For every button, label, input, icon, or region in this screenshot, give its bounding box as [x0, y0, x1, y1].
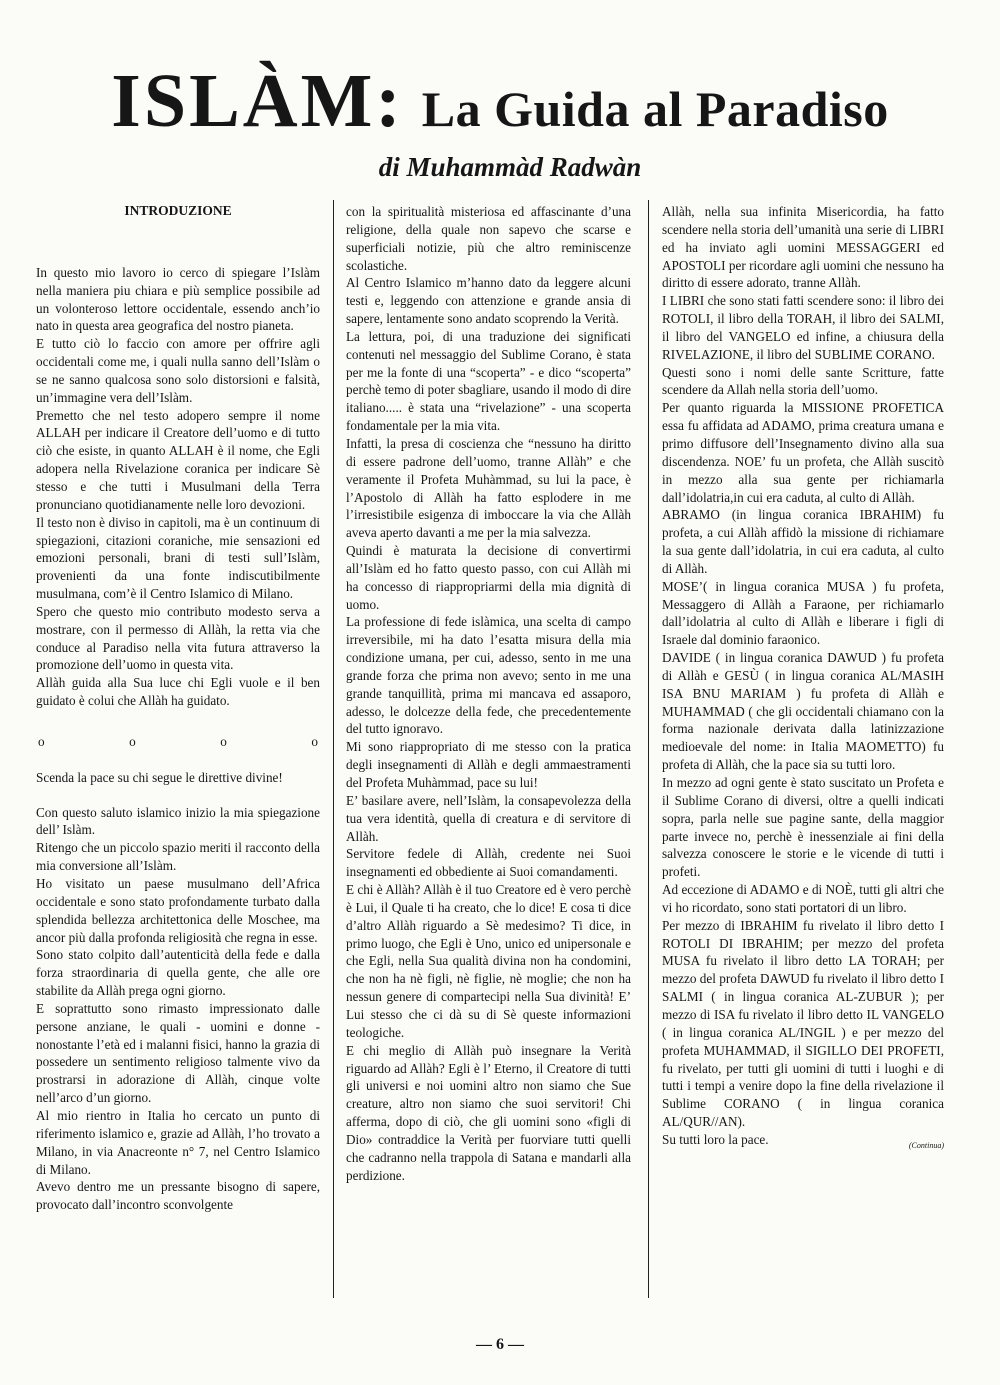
paragraph: Avevo dentro me un pressante bisogno di sapere, provocato dall’incontro sconvolgente [36, 1179, 320, 1213]
paragraph: E chi meglio di Allàh può insegnare la Verità riguardo ad Allàh? Egli è l’ Eterno, il Creatore di tutti gli universi e noi uomini altro non siamo che Sue creature, altro non siamo che suoi servitori! Chi afferma, dopo di ciò, che gli uomini sono «figli di Dio» contraddice la Verità per fuorviare tutti quelli che cadranno nella trappola di Satana e mandarli alla perdizione. [346, 1042, 631, 1183]
paragraph: E’ basilare avere, nell’Islàm, la consapevolezza della tua vera identità, quella di creatura e di servitore di Allàh. [346, 792, 631, 844]
section-heading: INTRODUZIONE [124, 203, 232, 218]
paragraph: E chi è Allàh? Allàh è il tuo Creatore ed è vero perchè è Lui, il Quale ti ha creato, che lo dice! E cosa ti dice d’altro Allàh riguardo a Sè medesimo? Ti dice, in primo luogo, che Egli è Uno, unico ed unipersonale e che Egli, nella Sua qualità divina non ha condomini, che non ha nè figli, nè figlie, nè moglie; che non ha nessun genere di compartecipi nella Sua divinità! E’ Lui stesso che ci dà su di Sè queste informazioni teologiche. [346, 882, 631, 1040]
paragraph: Questi sono i nomi delle sante Scritture, fatte scendere da Allah nella storia dell’uomo. [662, 364, 944, 398]
column-divider [648, 200, 649, 1298]
paragraph: Spero che questo mio contributo modesto serva a mostrare, con il permesso di Allàh, la retta via che conduce al Paradiso nella vita futura attraverso la promozione dell’uomo in questa vita. [36, 603, 320, 673]
paragraph: Allàh guida alla Sua luce chi Egli vuole e il ben guidato è colui che Allàh ha guidato. [36, 675, 320, 709]
paragraph: Al mio rientro in Italia ho cercato un punto di riferimento islamico e, grazie ad Allàh, l’ho trovato a Milano, in via Anacreonte n° 7, nel Centro Islamico di Milano. [36, 1107, 320, 1177]
separator-mark: o [311, 733, 318, 749]
paragraph: Mi sono riappropriato di me stesso con la pratica degli insegnamenti di Allàh e degli ammaestramenti del Profeta Muhàmmad, pace su lui! [346, 739, 631, 790]
paragraph: DAVIDE ( in lingua coranica DAWUD ) fu profeta di Allàh e GESÙ ( in lingua coranica AL/MASIH ISA BNU MARIAM ) fu profeta di Allàh e MUHAMMAD ( che gli occidentali chiamano con la forma nazionale derivata dalla latinizzazione medioevale del nome: in Italia MAOMETTO) fu profeta di Allàh, che la pace sia su tutti loro. [662, 650, 944, 773]
author-byline: di Muhammàd Radwàn [378, 152, 642, 182]
title-subtitle: La Guida al Paradiso [421, 81, 889, 137]
paragraph: Allàh, nella sua infinita Misericordia, ha fatto scendere nella storia dell’umanità una serie di LIBRI ed ha inviato agli uomini MESSAGGERI ed APOSTOLI per ricordare agli uomini che nessuno ha diritto di essere adorato, tranne Allàh. [662, 204, 944, 291]
paragraph: Sono stato colpito dall’autenticità della fede e dalla forza straordinaria di quella gente, che alle ore stabilite da Allàh prega ogni giorno. [36, 947, 320, 999]
paragraph: Servitore fedele di Allàh, credente nei Suoi insegnamenti ed obbediente ai Suoi comandamenti. [346, 846, 631, 880]
paragraph: E soprattutto sono rimasto impressionato dalle persone anziane, le quali - uomini e donne - nonostante l’età ed i malanni fisici, hanno la grazia di possedere un sentimento religioso talmente vivo da prostrarsi in adorazione di Allàh, cinque volte nell’arco d’un giorno. [36, 1000, 320, 1106]
paragraph: Premetto che nel testo adopero sempre il nome ALLAH per indicare il Creatore dell’uomo e di tutto ciò che esiste, in quanto ALLAH è il nome, che Egli adopera nella Rivelazione coranica per indicare Sè stesso e che tutti i Musulmani della Terra pronunciano quotidianamente nelle loro devozioni. [36, 407, 320, 512]
page-number: — 6 — [476, 1336, 524, 1353]
paragraph: Per quanto riguarda la MISSIONE PROFETICA essa fu affidata ad ADAMO, prima creatura umana e primo diffusore dell’Insegnamento divino alla sua discendenza. NOE’ fu un profeta, che Allàh suscitò in mezzo alla sua gente per richiamarla dall’idolatria,in cui era caduta, al culto di Allàh. [662, 400, 944, 505]
paragraph: Con questo saluto islamico inizio la mia spiegazione dell’ Islàm. [36, 804, 320, 838]
paragraph: Per mezzo di IBRAHIM fu rivelato il libro detto I ROTOLI DI IBRAHIM; per mezzo del profeta MUSA fu rivelato il libro detto LA TORAH; per mezzo del profeta DAWUD fu rivelato il libro detto I SALMI ( in lingua coranica AL-ZUBUR ); per mezzo di ISA fu rivelato il libro detto IL VANGELO ( in lingua coranica AL/INGIL ) e per mezzo del profeta MUHAMMAD, il SIGILLO DEI PROFETI, fu rivelato, per tutti gli uomini di tutti i luoghi e di tutti i tempi a venire dopo la fine della rivelazione il Sublime CORANO ( in lingua coranica AL/QUR//AN). [662, 917, 944, 1130]
greeting: Scenda la pace su chi segue le direttive divine! [36, 769, 283, 785]
paragraph: La professione di fede islàmica, una scelta di campo irreversibile, mi ha dato l’esatta misura della mia condizione umana, per cui, adesso, sento in me una grande forza che prima non avevo; sento in me una grande tanquillità, prima mi mancava ed assaporo, adesso, le dolcezze della fede, che precedentemente del tutto ignoravo. [346, 614, 631, 737]
closing-text: Su tutti loro la pace. [662, 1131, 769, 1147]
separator-mark: o [38, 733, 45, 749]
paragraph: Infatti, la presa di coscienza che “nessuno ha diritto di essere padrone dell’uomo, tranne Allàh” e che veramente il Profeta Muhàmmad, su lui la pace, è l’Apostolo di Allàh ha fatto esplodere in me l’irresistibile esigenza di imboccare la via che Allàh aveva aperto davanti a me per la mia salvezza. [346, 435, 631, 541]
separator-mark: o [129, 733, 136, 749]
column-1 [36, 200, 320, 1214]
column-2 [346, 203, 631, 1184]
paragraph: Al Centro Islamico m’hanno dato da leggere alcuni testi e, leggendo con attenzione e grande ansia di sapere, lentamente sono andato scoprendo la Verità. [346, 275, 631, 327]
title-main: ISLÀM: [111, 59, 404, 143]
paragraph: Quindi è maturata la decisione di convertirmi all’Islàm ed ho fatto questo passo, con cui Allàh mi ha concesso di riappropriarmi della mia dignità di uomo. [346, 543, 631, 612]
paragraph: In mezzo ad ogni gente è stato suscitato un Profeta e il Sublime Corano di diversi, oltre a quelli indicati sopra, parla nelle sue pagine sante, della maggior parte invece no, perchè è inessenziale ai fini della salvezza conoscere le storie e le vicende di tutti i profeti. [662, 775, 944, 880]
separator-mark: o [220, 733, 227, 749]
paragraph: con la spiritualità misteriosa ed affascinante d’una religione, della quale non sapevo che scarse e superficiali notizie, più che altro reminiscenze scolastiche. [346, 204, 631, 273]
column-3 [662, 203, 944, 1155]
paragraph: In questo mio lavoro io cerco di spiegare l’Islàm nella maniera piu chiara e più semplice possibile ad un volonteroso lettore occidentale, essendo anch’io nato in questa area geografica del nostro pianeta. [36, 264, 320, 334]
continued-note: (Continua) [908, 1140, 944, 1150]
paragraph: ABRAMO (in lingua coranica IBRAHIM) fu profeta, a cui Allàh affidò la missione di richiamare la sua gente dall’idolatria, in cui era caduta, al culto di Allàh. [662, 507, 944, 576]
separator [36, 733, 320, 751]
article-title [0, 58, 1000, 145]
closing-line [662, 1131, 944, 1149]
paragraph: MOSE’( in lingua coranica MUSA ) fu profeta, Messaggero di Allàh a Faraone, per richiamarlo dall’idolatria al culto di Allàh e liberare i figli di Israele dal dominio faraonico. [662, 578, 944, 648]
paragraph: La lettura, poi, di una traduzione dei significati contenuti nel messaggio del Sublime Corano, è stata per me la fonte di una “scoperta” - e dico “scoperta” perchè temo di poter sbagliare, usando il modo di dire italiano..... è stata una “rivelazione” - una scoperta fondamentale per la mia vita. [346, 328, 631, 434]
paragraph: Ho visitato un paese musulmano dell’Africa occidentale e sono stato profondamente turbato dalla splendida bellezza architettonica delle Moschee, ma ancor più dalla profonda religiosità che regna in esse. [36, 876, 320, 945]
paragraph: Ritengo che un piccolo spazio meriti il racconto della mia conversione all’Islàm. [36, 840, 320, 874]
paragraph: Il testo non è diviso in capitoli, ma è un continuum di spiegazioni, citazioni coraniche, mie sensazioni ed emozioni personali, brani di testi sull’Islàm, provenienti da una fonte indiscutibilmente musulmana, com’è il Centro Islamico di Milano. [36, 514, 320, 602]
paragraph: Ad eccezione di ADAMO e di NOÈ, tutti gli altri che vi ho ricordato, sono stati portatori di un libro. [662, 882, 944, 915]
paragraph: I LIBRI che sono stati fatti scendere sono: il libro dei ROTOLI, il libro della TORAH, il libro dei SALMI, il libro del VANGELO ed infine, a chiusura della RIVELAZIONE, il libro del SUBLIME CORANO. [662, 293, 944, 362]
paragraph: E tutto ciò lo faccio con amore per offrire agli occidentali come me, i quali nulla sanno dell’Islàm o se ne sanno qualcosa sono solo distorsioni e falsità, un’immagine vera dell’Islàm. [36, 336, 320, 405]
column-divider [333, 200, 334, 1298]
